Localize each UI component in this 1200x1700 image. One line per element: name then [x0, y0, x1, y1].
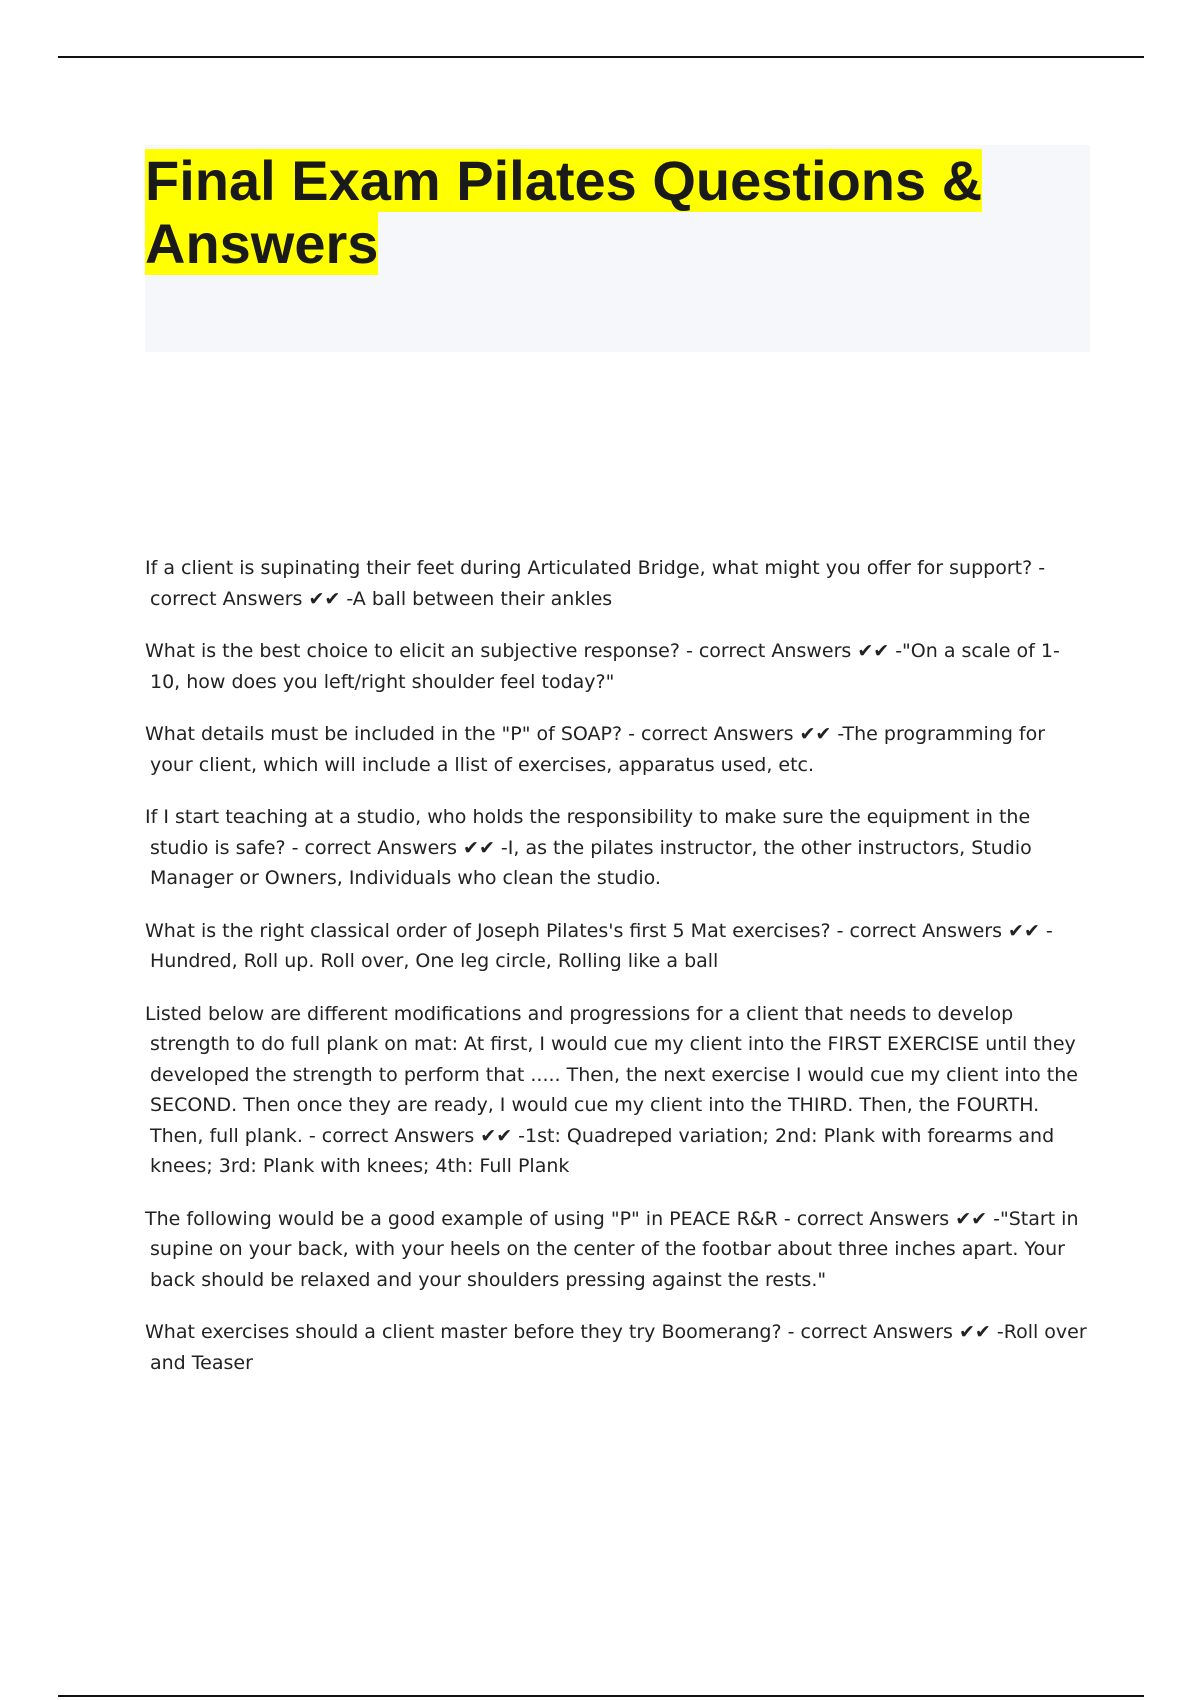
qa-item-7: The following would be a good example of using "P" in PEACE R&R - correct Answers ✔✔ -"Start in supine on your back, with your heels on the center of the footbar about three inches apart. Your back should be relaxed and your shoulders pressing against the rests." [145, 1207, 1079, 1291]
qa-item-1: If a client is supinating their feet during Articulated Bridge, what might you offer for support? - correct Answers ✔✔ -A ball between their ankles [145, 557, 1046, 610]
qa-item-3: What details must be included in the "P" of SOAP? - correct Answers ✔✔ -The programming for your client, which will include a llist of exercises, apparatus used, etc. [145, 723, 1046, 776]
document-title-text: Final Exam Pilates Questions & Answers [145, 149, 983, 275]
qa-item-4: If I start teaching at a studio, who holds the responsibility to make sure the equipment in the studio is safe? - correct Answers ✔✔ -I, as the pilates instructor, the other instructors, Studio Manager or Owners, Individuals who clean the studio. [145, 806, 1032, 889]
qa-item-5: What is the right classical order of Joseph Pilates's first 5 Mat exercises? - correct Answers ✔✔ -Hundred, Roll up. Roll over, One leg circle, Rolling like a ball [145, 919, 1053, 972]
qa-item-6: Listed below are different modifications and progressions for a client that needs to develop strength to do full plank on mat: At first, I would cue my client into the FIRST EXERCISE until they developed the strength to perform that ..... Then, the next exercise I would cue my client into the SECOND. Then once they are ready, I would cue my client into the THIRD. Then, the FOURTH. Then, full plank. - correct Answers ✔✔ -1st: Quadreped variation; 2nd: Plank with forearms and knees; 3rd: Plank with knees; 4th: Full Plank [145, 1002, 1078, 1177]
qa-item-2: What is the best choice to elicit an subjective response? - correct Answers ✔✔ -"On a scale of 1-10, how does you left/right shoulder feel today?" [145, 640, 1060, 693]
document-title [145, 145, 1090, 275]
qa-item-8: What exercises should a client master before they try Boomerang? - correct Answers ✔✔ -Roll over and Teaser [145, 1321, 1087, 1374]
title-block [145, 145, 1090, 352]
qa-list [145, 553, 1090, 1400]
top-rule [58, 56, 1144, 58]
bottom-rule [58, 1695, 1144, 1697]
